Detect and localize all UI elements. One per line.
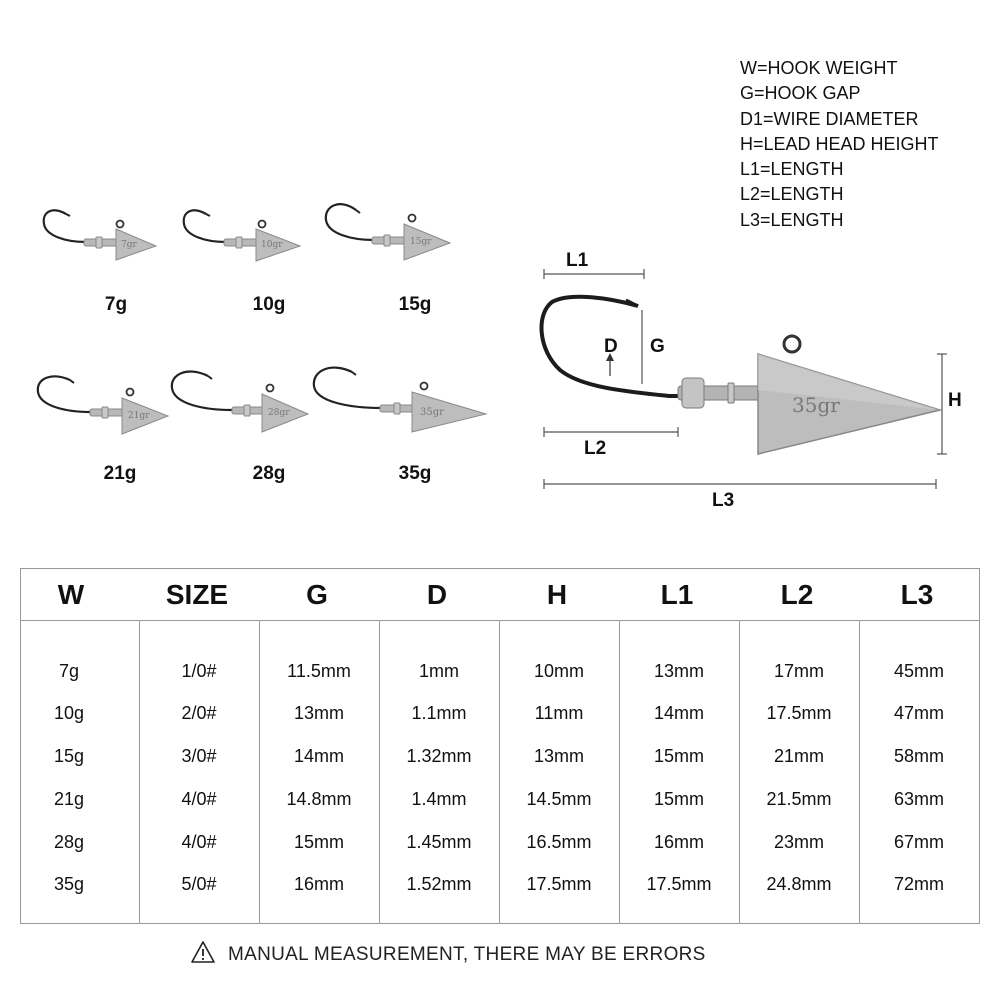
table-cell: 1.32mm <box>406 746 472 766</box>
dim-label-g: G <box>650 336 665 357</box>
jig-label-35g: 35g <box>398 463 432 484</box>
table-cell: 5/0# <box>181 874 217 894</box>
jig-image-15g <box>322 198 462 268</box>
column-g <box>259 621 379 923</box>
table-cell: 4/0# <box>181 789 217 809</box>
table-cell: 13mm <box>653 661 704 681</box>
table-cell: 1.45mm <box>406 832 472 852</box>
table-cell: 47mm <box>893 703 944 723</box>
table-cell: 1mm <box>419 661 459 681</box>
table-header <box>21 569 979 621</box>
jig-label-7g: 7g <box>104 294 128 315</box>
header-w: W <box>57 579 85 610</box>
table-cell: 21g <box>53 789 85 809</box>
diagram-stamp: 35gr <box>792 393 840 417</box>
table-cell: 17mm <box>773 661 824 681</box>
table-cell: 10g <box>53 703 85 723</box>
table-cell: 14.8mm <box>286 789 352 809</box>
header-d: D <box>426 579 448 610</box>
table-cell: 1.52mm <box>406 874 472 894</box>
table-cell: 67mm <box>893 832 944 852</box>
table-cell: 1.4mm <box>411 789 467 809</box>
dim-label-d: D <box>604 336 618 357</box>
table-cell: 16mm <box>293 874 344 894</box>
table-cell: 11.5mm <box>287 661 351 681</box>
dim-label-h: H <box>948 390 962 411</box>
table-cell: 13mm <box>293 703 344 723</box>
table-cell: 1.1mm <box>411 703 467 723</box>
header-l2: L2 <box>780 579 814 610</box>
table-cell: 17.5mm <box>526 874 592 894</box>
table-cell: 63mm <box>893 789 944 809</box>
table-cell: 15mm <box>653 789 704 809</box>
jig-label-10g: 10g <box>252 294 286 315</box>
table-cell: 58mm <box>893 746 944 766</box>
table-cell: 17.5mm <box>646 874 712 894</box>
jig-stamp: 10gr <box>261 240 283 250</box>
legend-item-d1: D1=WIRE DIAMETER <box>740 108 919 129</box>
jig-label-21g: 21g <box>103 463 137 484</box>
table-cell: 13mm <box>533 746 584 766</box>
column-d <box>379 621 499 923</box>
table-cell: 45mm <box>893 661 944 681</box>
table-cell: 21.5mm <box>766 789 832 809</box>
column-l1 <box>619 621 739 923</box>
table-cell: 15mm <box>293 832 344 852</box>
jig-stamp: 15gr <box>410 237 432 247</box>
table-cell: 16.5mm <box>526 832 592 852</box>
table-cell: 14mm <box>653 703 704 723</box>
table-cell: 21mm <box>773 746 824 766</box>
table-cell: 14.5mm <box>526 789 592 809</box>
column-h <box>499 621 619 923</box>
legend-item-l2: L2=LENGTH <box>740 184 844 205</box>
jig-image-21g <box>34 372 174 442</box>
measurement-note <box>190 940 706 970</box>
table-cell: 28g <box>53 832 85 852</box>
jig-label-15g: 15g <box>398 294 432 315</box>
header-size: SIZE <box>165 579 229 610</box>
header-g: G <box>306 579 328 610</box>
jig-stamp: 35gr <box>420 407 444 418</box>
column-size <box>139 621 259 923</box>
table-cell: 7g <box>58 661 80 681</box>
dimension-diagram <box>530 240 970 520</box>
note-text: MANUAL MEASUREMENT, THERE MAY BE ERRORS <box>228 944 706 965</box>
legend-item-l1: L1=LENGTH <box>740 159 844 180</box>
table-cell: 11mm <box>534 703 584 723</box>
column-l2 <box>739 621 859 923</box>
jig-stamp: 7gr <box>121 240 137 250</box>
header-h: H <box>546 579 568 610</box>
header-l1: L1 <box>660 579 694 610</box>
table-cell: 1/0# <box>181 661 217 681</box>
dim-label-l2: L2 <box>584 438 607 459</box>
jig-image-35g <box>312 364 452 434</box>
legend-item-w: W=HOOK WEIGHT <box>740 58 898 78</box>
column-w <box>9 621 129 923</box>
legend <box>740 56 939 233</box>
jig-image-10g <box>178 202 318 272</box>
table-cell: 10mm <box>533 661 584 681</box>
dim-label-l3: L3 <box>712 490 735 511</box>
table-cell: 2/0# <box>181 703 217 723</box>
legend-item-g: G=HOOK GAP <box>740 83 861 104</box>
warning-triangle-icon <box>190 940 216 970</box>
jig-stamp: 28gr <box>268 408 290 418</box>
jig-label-28g: 28g <box>252 463 286 484</box>
table-cell: 23mm <box>773 832 824 852</box>
table-cell: 4/0# <box>181 832 217 852</box>
spec-table <box>20 568 980 924</box>
table-cell: 17.5mm <box>766 703 832 723</box>
table-cell: 15g <box>53 746 85 766</box>
jig-stamp: 21gr <box>128 411 150 421</box>
jig-image-7g <box>38 202 178 272</box>
legend-item-l3: L3=LENGTH <box>740 209 844 230</box>
table-cell: 16mm <box>653 832 704 852</box>
dim-label-l1: L1 <box>566 250 589 271</box>
table-cell: 72mm <box>893 874 944 894</box>
jig-image-28g <box>170 368 310 438</box>
table-cell: 3/0# <box>181 746 217 766</box>
table-cell: 24.8mm <box>766 874 832 894</box>
legend-item-h: H=LEAD HEAD HEIGHT <box>740 133 939 154</box>
table-cell: 35g <box>53 874 85 894</box>
table-cell: 15mm <box>653 746 704 766</box>
table-cell: 14mm <box>293 746 344 766</box>
column-l3 <box>859 621 979 923</box>
header-l3: L3 <box>900 579 934 610</box>
